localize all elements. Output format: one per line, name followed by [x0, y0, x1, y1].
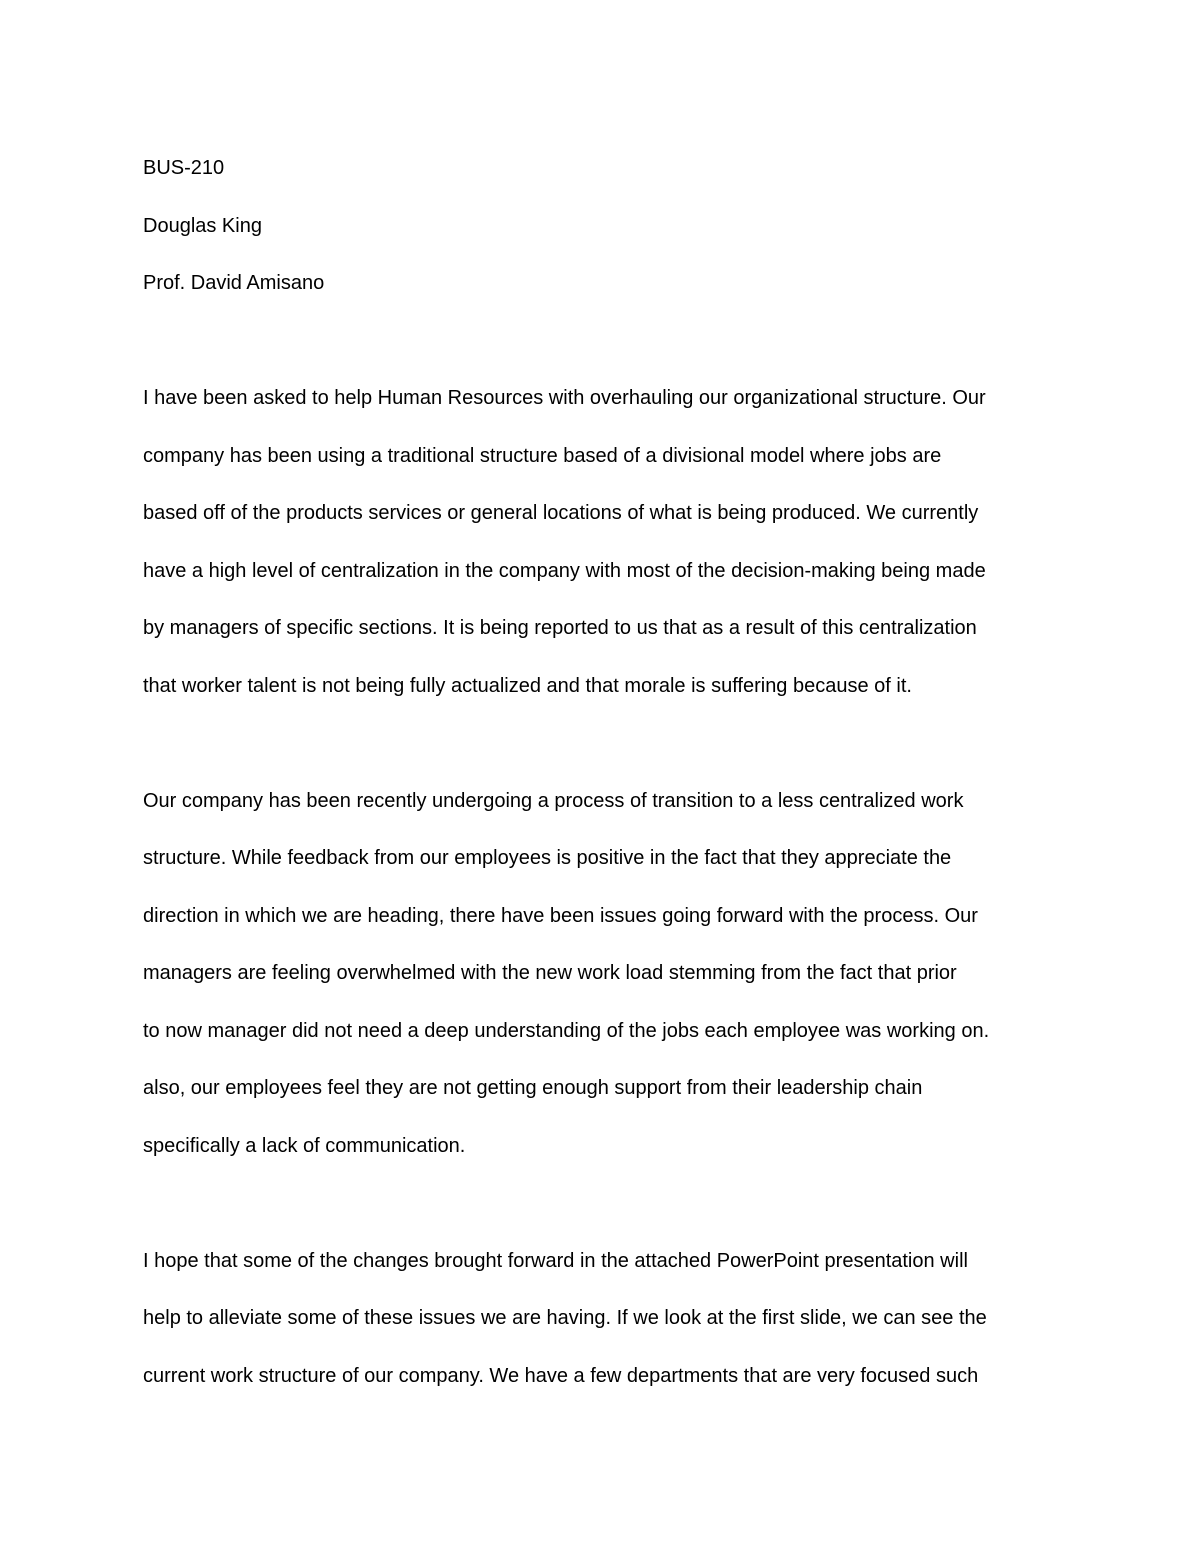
paragraph-line: current work structure of our company. We have a few departments that are very focused such — [143, 1364, 979, 1387]
paragraph-line: I hope that some of the changes brought forward in the attached PowerPoint presentation will — [143, 1249, 968, 1272]
course-code: BUS-210 — [143, 157, 225, 179]
paragraph-line: Our company has been recently undergoing a process of transition to a less centralized work — [143, 789, 964, 812]
paragraph-line: structure. While feedback from our employees is positive in the fact that they appreciate the — [143, 847, 952, 869]
paragraph-line: managers are feeling overwhelmed with the new work load stemming from the fact that prior — [143, 962, 957, 984]
paragraph-1 — [143, 370, 1063, 715]
paragraph-line: specifically a lack of communication. — [143, 1134, 466, 1157]
paragraph-line: help to alleviate some of these issues we are having. If we look at the first slide, we can see the — [143, 1307, 987, 1329]
paragraph-line: I have been asked to help Human Resources with overhauling our organizational structure. Our — [143, 387, 986, 409]
blank-line — [143, 1175, 1063, 1233]
paragraph-line: have a high level of centralization in the company with most of the decision-making being made — [143, 559, 986, 582]
author-name: Douglas King — [143, 214, 262, 237]
paragraph-line: based off of the products services or general locations of what is being produced. We currently — [143, 502, 979, 524]
paragraph-2 — [143, 773, 1063, 1176]
paragraph-line: that worker talent is not being fully actualized and that morale is suffering because of it. — [143, 674, 912, 697]
blank-line — [143, 313, 1063, 371]
paragraph-line: company has been using a traditional structure based of a divisional model where jobs are — [143, 444, 942, 467]
paragraph-line: to now manager did not need a deep understanding of the jobs each employee was working on. — [143, 1019, 990, 1042]
document-body — [143, 140, 1063, 1405]
paragraph-3 — [143, 1233, 1063, 1406]
instructor-name: Prof. David Amisano — [143, 272, 325, 294]
paragraph-line: by managers of specific sections. It is being reported to us that as a result of this centralization — [143, 617, 977, 639]
blank-line — [143, 715, 1063, 773]
paragraph-line: direction in which we are heading, there have been issues going forward with the process. Our — [143, 904, 978, 927]
paragraph-line: also, our employees feel they are not getting enough support from their leadership chain — [143, 1077, 923, 1099]
